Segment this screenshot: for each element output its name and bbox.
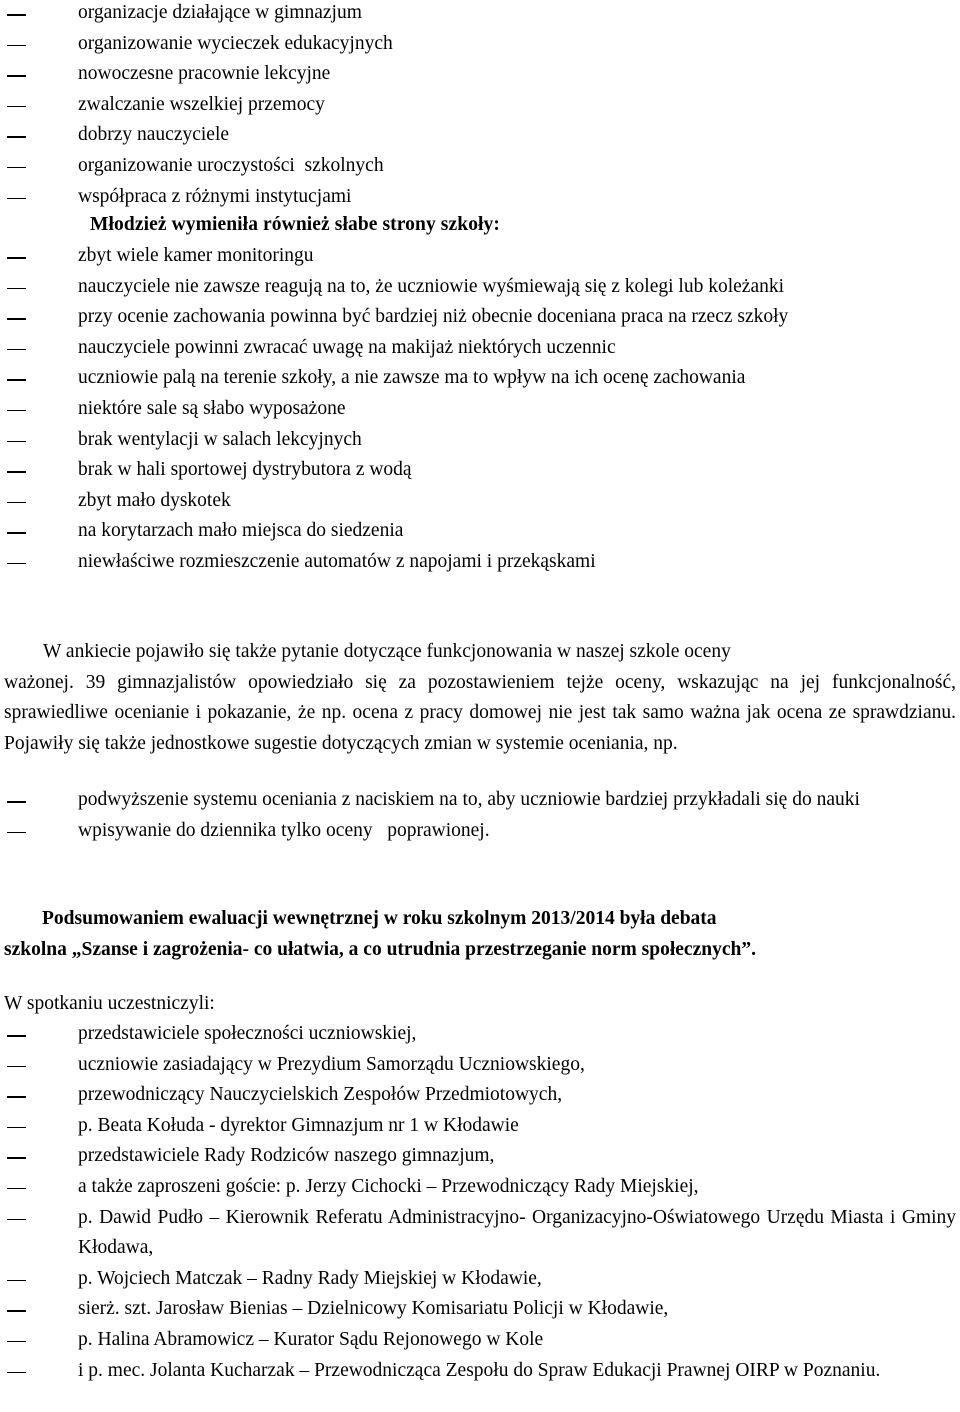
list-item: brak wentylacji w salach lekcyjnych: [78, 428, 362, 450]
list-item: przedstawiciele Rady Rodziców naszego gimnazjum,: [78, 1145, 495, 1167]
paragraph-body: ważonej. 39 gimnazjalistów opowiedziało się za pozostawieniem tejże oceny, wskazując na jej funkcjonalność, sprawiedliwe ocenianie i pokazanie, że np. ocena z pracy domowej nie jest tak samo ważna jak ocena ze sprawdzianu. Pojawiły się także jednostkowe sugestie dotyczących zmian w systemie oceniania, np.: [4, 671, 956, 754]
list-item: p. Halina Abramowicz – Kurator Sądu Rejonowego w Kole: [78, 1328, 544, 1350]
list-item: na korytarzach mało miejsca do siedzenia: [78, 520, 404, 542]
weaknesses-heading: Młodzież wymieniła również słabe strony szkoły:: [90, 214, 501, 235]
list-item: uczniowie zasiadający w Prezydium Samorządu Uczniowskiego,: [78, 1053, 585, 1075]
list-item: a także zaproszeni goście: p. Jerzy Cichocki – Przewodniczący Rady Miejskiej,: [78, 1175, 699, 1197]
list-item: współpraca z różnymi instytucjami: [78, 185, 352, 207]
list-item: niektóre sale są słabo wyposażone: [78, 397, 346, 419]
list-item: nowoczesne pracownie lekcyjne: [78, 63, 331, 85]
list-item: organizacje działające w gimnazjum: [78, 2, 362, 23]
summary-paragraph: [4, 904, 956, 965]
strengths-list: [0, 0, 960, 212]
summary-first-line: Podsumowaniem ewaluacji wewnętrznej w roku szkolnym 2013/2014 była debata: [42, 908, 717, 929]
list-item: sierż. szt. Jarosław Bienias – Dzielnicowy Komisariatu Policji w Kłodawie,: [78, 1298, 669, 1320]
list-item: podwyższenie systemu oceniania z naciskiem na to, aby uczniowie bardziej przykładali się do nauki: [78, 789, 860, 810]
weaknesses-list: [0, 241, 960, 578]
list-item: nauczyciele nie zawsze reagują na to, że uczniowie wyśmiewają się z kolegi lub koleżanki: [78, 275, 785, 297]
list-item: p. Dawid Pudło – Kierownik Referatu Administracyjno- Organizacyjno-Oświatowego Urzędu Miasta i Gminy Kłodawa,: [78, 1206, 956, 1259]
list-item: dobrzy nauczyciele: [78, 124, 230, 146]
attendees-intro: W spotkaniu uczestniczyli:: [4, 993, 215, 1014]
list-item: organizowanie wycieczek edukacyjnych: [78, 32, 393, 54]
survey-paragraph: [4, 637, 956, 759]
list-item: zwalczanie wszelkiej przemocy: [78, 93, 325, 115]
list-item: organizowanie uroczystości szkolnych: [78, 154, 384, 176]
list-item: nauczyciele powinni zwracać uwagę na makijaż niektórych uczennic: [78, 336, 616, 358]
list-item: p. Wojciech Matczak – Radny Rady Miejskiej w Kłodawie,: [78, 1267, 542, 1289]
list-item: i p. mec. Jolanta Kucharzak – Przewodnicząca Zespołu do Spraw Edukacji Prawnej OIRP w Poznaniu.: [78, 1359, 881, 1381]
list-item: przedstawiciele społeczności uczniowskiej,: [78, 1023, 417, 1044]
list-item: p. Beata Kołuda - dyrektor Gimnazjum nr 1 w Kłodawie: [78, 1114, 519, 1136]
list-item: brak w hali sportowej dystrybutora z wodą: [78, 459, 412, 481]
list-item: zbyt mało dyskotek: [78, 489, 231, 511]
suggestions-list: [0, 785, 960, 846]
list-item: uczniowie palą na terenie szkoły, a nie zawsze ma to wpływ na ich ocenę zachowania: [78, 367, 746, 389]
list-item: niewłaściwe rozmieszczenie automatów z napojami i przekąskami: [78, 550, 596, 572]
list-item: przy ocenie zachowania powinna być bardziej niż obecnie doceniana praca na rzecz szkoły: [78, 306, 789, 328]
list-item: wpisywanie do dziennika tylko oceny poprawionej.: [78, 819, 490, 841]
list-item: przewodniczący Nauczycielskich Zespołów Przedmiotowych,: [78, 1084, 563, 1106]
list-item: zbyt wiele kamer monitoringu: [78, 245, 314, 266]
paragraph-first-line: W ankiecie pojawiło się także pytanie dotyczące funkcjonowania w naszej szkole oceny: [43, 641, 731, 662]
attendees-list: [0, 1019, 960, 1386]
summary-body: szkolna „Szanse i zagrożenia- co ułatwia, a co utrudnia przestrzeganie norm społecznych”.: [4, 938, 756, 960]
